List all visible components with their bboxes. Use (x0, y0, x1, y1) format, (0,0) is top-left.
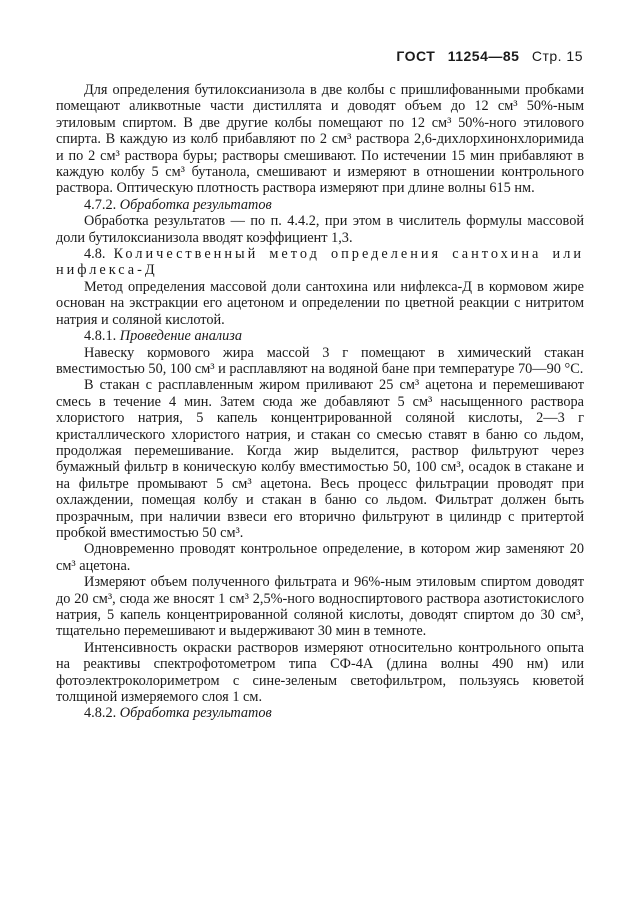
paragraph: Метод определения массовой доли сантохина или нифлекса-Д в кормовом жире основан на экстракции его ацетоном и определении по цветной реакции с нитритом натрия и соляной кислотой. (56, 278, 584, 328)
section-heading-4-7-2 (56, 197, 584, 213)
section-title: Количественный метод определения сантохина или нифлекса-Д (56, 246, 584, 279)
paragraph: Обработка результатов — по п. 4.4.2, при этом в числитель формулы массовой доли бутилоксианизола вводят коэффициент 1,3. (56, 213, 584, 246)
paragraph: Для определения бутилоксианизола в две колбы с пришлифованными пробками помещают аликвотные части дистиллята и доводят объем до 12 см³ 50%-ным этиловым спиртом. В две другие колбы помещают по 12 см³ 50%-ного этилового спирта. В каждую из колб прибавляют по 2 см³ раствора 2,6-дихлорхинонхлоримида и по 2 см³ раствора буры; растворы смешивают. По истечении 15 мин прибавляют в каждую колбу 5 см³ бутанола, смешивают и измеряют в отношении контрольного раствора. Оптическую плотность раствора измеряют при длине волны 615 нм. (56, 82, 584, 197)
paragraph: Одновременно проводят контрольное определение, в котором жир заменяют 20 см³ ацетона. (56, 541, 584, 574)
section-number: 4.8.1. (84, 328, 117, 345)
standard-label: ГОСТ (396, 48, 436, 64)
paragraph: Навеску кормового жира массой 3 г помещают в химический стакан вместимостью 50, 100 см³ и расплавляют на водяной бане при температуре 70—90 °С. (56, 344, 584, 377)
section-title: Обработка результатов (119, 196, 272, 213)
section-title: Проведение анализа (119, 328, 242, 345)
section-number: 4.7.2. (84, 196, 117, 213)
paragraph: Измеряют объем полученного фильтрата и 96%-ным этиловым спиртом доводят до 20 см³, сюда же вносят 1 см³ 2,5%-ного водноспиртового раствора азотистокислого натрия, 5 капель концентрированной соляной кислоты, доводят спиртом до 30 см³, тщательно перемешивают и выдерживают 30 мин в темноте. (56, 574, 584, 640)
paragraph: Интенсивность окраски растворов измеряют относительно контрольного опыта на реактивы спектрофотометром типа СФ-4А (длина волны 490 нм) или фотоэлектроколориметром с сине-зеленым светофильтром, пользуясь кюветой толщиной измеряемого слоя 1 см. (56, 639, 584, 706)
section-number: 4.8. (84, 246, 106, 263)
page-number: Стр. 15 (531, 48, 583, 64)
paragraph: В стакан с расплавленным жиром приливают 25 см³ ацетона и перемешивают смесь в течение 4 мин. Затем сюда же добавляют 5 см³ насыщенного раствора хлористого натрия, 5 капель концентрированной соляной кислоты, 2—3 г кристаллического хлористого натрия, и стакан со смесью ставят в баню со льдом, продолжая перемешивание. Когда жир выделится, раствор фильтруют через бумажный фильтр в коническую колбу вместимостью 50, 100 см³, осадок в стакане и на фильтре промывают 5 см³ ацетона. Весь процесс фильтрации проводят при охлаждении, помещая колбу и стакан в баню со льдом. Фильтрат должен быть прозрачным, при наличии взвеси его вторично фильтруют в цилиндр с притертой пробкой вместимостью 50 см³. (56, 377, 584, 541)
page-header (388, 48, 583, 64)
document-body (56, 82, 584, 722)
section-heading-4-8-2 (56, 705, 584, 721)
section-heading-4-8 (56, 246, 584, 279)
section-title: Обработка результатов (119, 705, 272, 722)
standard-number: 11254—85 (447, 48, 520, 64)
section-heading-4-8-1 (56, 328, 584, 344)
section-number: 4.8.2. (84, 705, 117, 722)
